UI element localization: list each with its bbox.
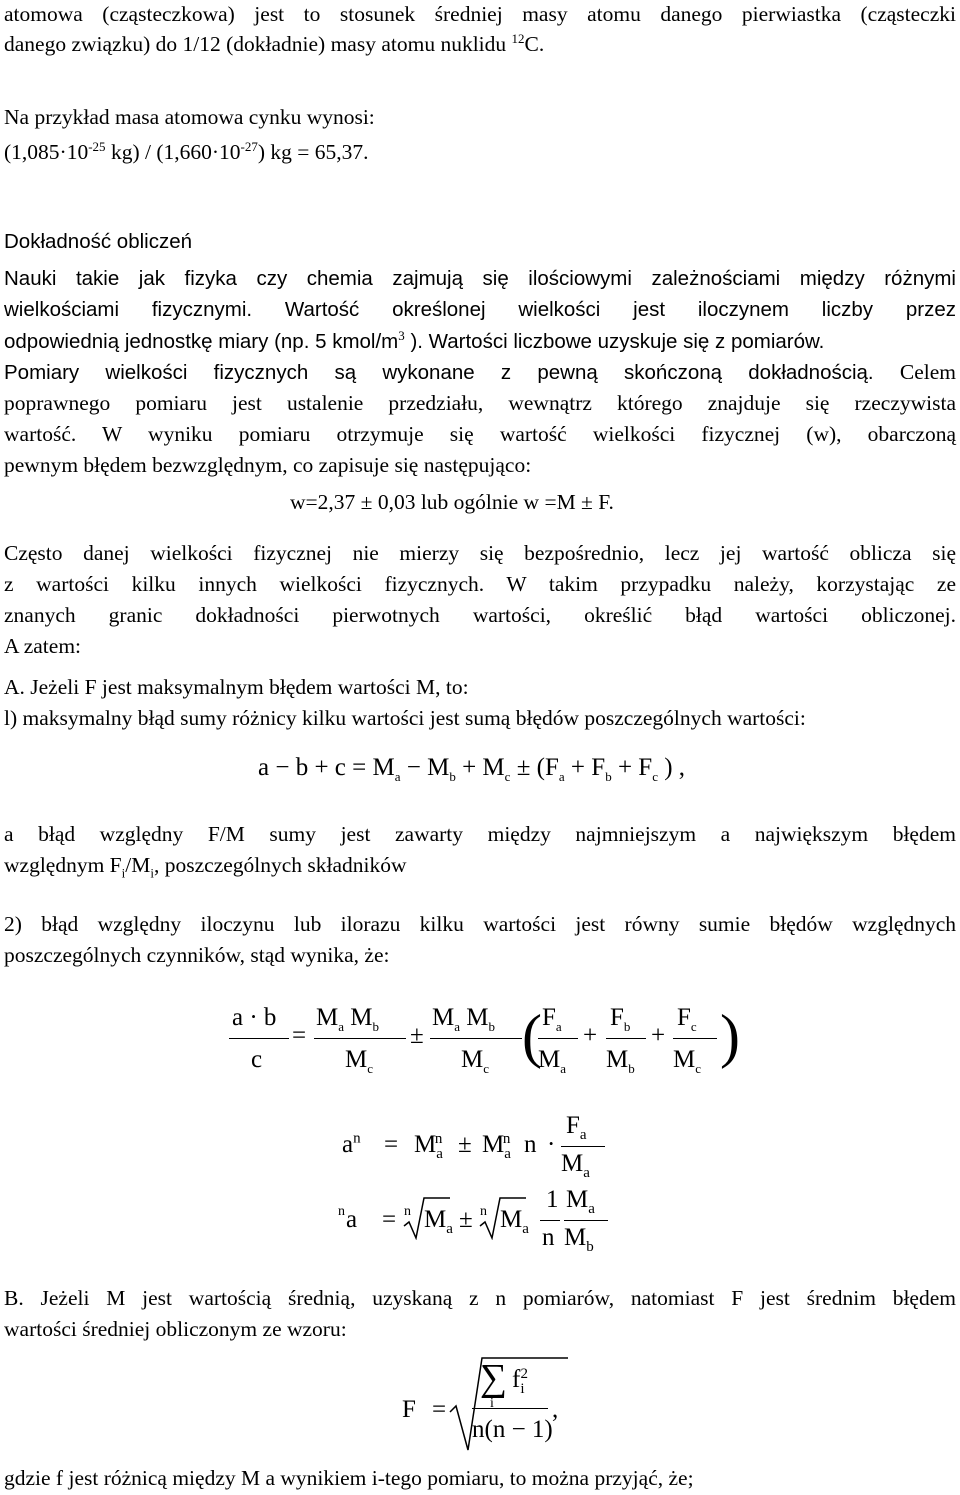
paragraph-line: znanych granic dokładności pierwotnych wartości, określić błąd wartości obliczonej. [4, 603, 956, 627]
paragraph-line: z wartości kilku innych wielkości fizycznych. W takim przypadku należy, korzystając ze [4, 572, 956, 596]
paragraph-line: B. Jeżeli M jest wartością średnią, uzyskaną z n pomiarów, natomiast F jest średnim błędem [4, 1286, 956, 1310]
sum-error-equation: $a - b + c = M_a - M_b + M_c \pm (F_a + F_b + F_c$ ) , [258, 754, 686, 784]
left-paren: ( [522, 1003, 542, 1069]
root-equation: n a = n $M_a$ ± n $M_a$ 1 n $M_a$ $M_b$ [0, 0, 960, 1495]
section-heading: Dokładność obliczeń [4, 230, 193, 253]
paragraph-line: a błąd względny F/M sumy jest zawarty między najmniejszym a największym błędem [4, 822, 956, 846]
paragraph-line: Na przykład masa atomowa cynku wynosi: [4, 105, 375, 129]
paragraph-line: wartości średniej obliczonym ze wzoru: [4, 1317, 347, 1341]
paragraph-line: atomowa (cząsteczkowa) jest to stosunek średniej masy atomu danego pierwiastka (cząsteczki [4, 2, 956, 26]
paragraph-line: wartość. W wyniku pomiaru otrzymuje się wartość wielkości fizycznej (w), obarczoną [4, 422, 956, 446]
power-equation: $a^n$ = $M_a^n$ ± $M_a^n$ n · $F_a$ $M_a$ [0, 0, 960, 1495]
mass-calculation: ($1,085\cdot 10^{-25}$ $kg) / (1,660\cdot 10^{-27})$ kg = 65,37. [4, 138, 369, 164]
paragraph-line: A. Jeżeli F jest maksymalnym błędem wartości M, to: [4, 675, 469, 699]
paragraph-line: odpowiednią jednostkę miary (np. 5 kmol/$m^3$ ). Wartości liczbowe uzyskuje się z pomiarów. [4, 327, 825, 353]
paragraph-line: Pomiary wielkości fizycznych są wykonane z pewną skończoną dokładnością. Celem [4, 360, 956, 384]
paragraph-line: względnym $F_i/M_i$, poszczególnych składników [4, 853, 407, 881]
paragraph-line: A zatem: [4, 634, 82, 658]
paragraph-line: Często danej wielkości fizycznej nie mierzy się bezpośrednio, lecz jej wartość oblicza się [4, 541, 956, 565]
paragraph-line: danego związku) do 1/12 (dokładnie) masy atomu nuklidu $^{12}$C. [4, 30, 545, 56]
paragraph-line: pewnym błędem bezwzględnym, co zapisuje się następująco: [4, 453, 532, 477]
error-formula: w=2,37 ± 0,03 lub ogólnie w =M ± F. [290, 490, 614, 514]
paragraph-line: Nauki takie jak fizyka czy chemia zajmują się ilościowymi zależnościami między różnymi [4, 267, 956, 290]
product-quotient-equation: a · b c = $M_a$ $M_b$ $M_c$ ± $M_a$ $M_b$ $M_c$ ( $F_a$ $M_a$ + $F_b$ $M_b$ + $F_c$ $M_c$ ) [0, 0, 960, 1495]
paragraph-line: l) maksymalny błąd sumy różnicy kilku wartości jest sumą błędów poszczególnych wartości: [4, 706, 806, 730]
paragraph-line: 2) błąd względny iloczynu lub ilorazu kilku wartości jest równy sumie błędów względnych [4, 912, 956, 936]
right-paren: ) [720, 1003, 740, 1069]
paragraph-line: gdzie f jest różnicą między M a wynikiem i-tego pomiaru, to można przyjąć, że; [4, 1466, 694, 1490]
paragraph-line: poprawnego pomiaru jest ustalenie przedziału, wewnątrz którego znajduje się rzeczywista [4, 391, 956, 415]
mean-error-equation: F = ∑ i $f_i^2$ n(n − 1) , [0, 0, 960, 1495]
paragraph-line: wielkościami fizycznymi. Wartość określonej wielkości jest iloczynem liczby przez [4, 298, 956, 321]
paragraph-line: poszczególnych czynników, stąd wynika, że: [4, 943, 390, 967]
